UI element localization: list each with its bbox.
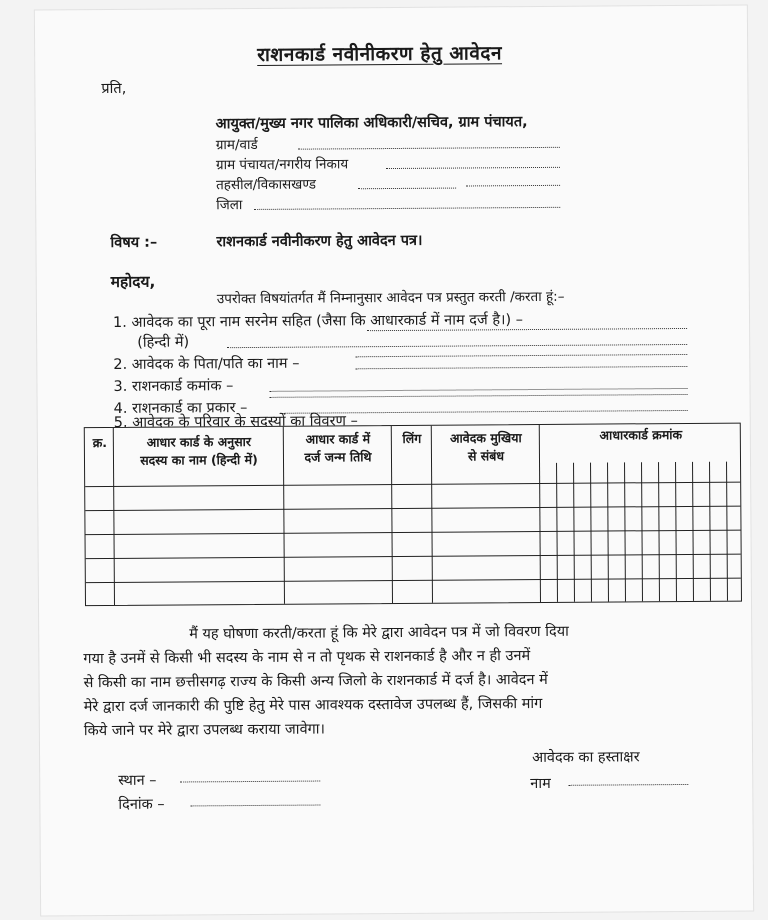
subject-label: विषय :–	[110, 234, 158, 251]
header-aadhaar: आधारकार्ड क्रमांक	[599, 426, 683, 443]
item-1-hindi-label: (हिन्दी में)	[137, 334, 190, 351]
col-divider	[391, 426, 393, 603]
item-5-label: 5. आवेदक के परिवार के सदस्यों का विवरण –	[113, 413, 358, 431]
dinank-label: दिनांक –	[118, 796, 165, 813]
ration-no-dotted-line	[270, 388, 688, 392]
jila-dotted-line	[254, 207, 560, 210]
naam-label: नाम	[530, 775, 551, 793]
col-divider	[539, 425, 541, 602]
sthan-label: स्थान –	[118, 772, 157, 789]
header-sno: क्र.	[92, 435, 108, 451]
declaration-line-4: मेरे द्वारा दर्ज जानकारी की पुष्टि हेतु मेरे पास आवश्यक दस्तावेज उपलब्ध हैं, जिसकी मांग	[83, 695, 543, 716]
family-members-table	[84, 423, 742, 607]
header-name-line1: आधार कार्ड के अनुसार	[146, 433, 252, 450]
dinank-dotted-line	[190, 805, 320, 807]
header-dob-line2: दर्ज जन्म तिथि	[304, 449, 372, 465]
naam-dotted-line	[568, 784, 688, 786]
header-relation-line1: आवेदक मुखिया	[449, 430, 522, 446]
declaration-line-1: मैं यह घोषणा करती/करता हूं कि मेरे द्वारा आवेदन पत्र में जो विवरण दिया	[189, 623, 569, 643]
addressee-line-2: ग्राम/वार्ड	[215, 136, 258, 154]
subject-text: राशनकार्ड नवीनीकरण हेतु आवेदन पत्र।	[216, 232, 423, 251]
prati-label: प्रति,	[101, 80, 127, 98]
father-dotted-line-top	[355, 354, 687, 357]
item-1-label: 1. आवेदक का पूरा नाम सरनेम सहित (जैसा कि आधारकार्ड में नाम दर्ज है।) –	[112, 312, 524, 331]
header-gender: लिंग	[402, 430, 422, 446]
addressee-line-4: तहसील/विकासखण्ड	[216, 176, 316, 194]
addressee-line-1: आयुक्त/मुख्य नगर पालिका अधिकारी/सचिव, ग्राम पंचायत,	[215, 114, 528, 133]
salutation: महोदय,	[110, 272, 156, 291]
header-name-line2: सदस्य का नाम (हिन्दी में)	[140, 451, 258, 468]
item-2-label: 2. आवेदक के पिता/पति का नाम –	[113, 355, 300, 373]
declaration-line-3: से किसी का नाम छत्तीसगढ़ राज्य के किसी अन्य जिलो के राशनकार्ड में दर्ज है। आवेदन में	[83, 671, 548, 692]
father-dotted-line	[355, 366, 687, 369]
item-4-label: 4. राशनकार्ड का प्रकार –	[113, 400, 248, 417]
header-dob-line1: आधार कार्ड में	[305, 431, 371, 447]
tehsil-dotted-line-b	[466, 185, 560, 187]
item-3-label: 3. राशनकार्ड कमांक –	[113, 378, 234, 395]
ration-type-dotted-line-top	[270, 394, 688, 398]
tehsil-dotted-line-a	[358, 188, 456, 190]
addressee-line-5: जिला	[216, 197, 243, 214]
signature-label: आवेदक का हस्ताक्षर	[532, 749, 640, 767]
name-dotted-line-a	[227, 344, 687, 348]
intro-text: उपरोक्त विषयांतर्गत मैं निम्नानुसार आवेदन पत्र प्रस्तुत करती /करता हूं:–	[216, 288, 565, 308]
declaration-line-2: गया है उनमें से किसी भी सदस्य के नाम से न तो पृथक से राशनकार्ड है और न ही उनमें	[83, 648, 531, 668]
nikay-dotted-line	[386, 167, 560, 169]
ward-dotted-line	[298, 147, 560, 150]
addressee-line-3: ग्राम पंचायत/नगरीय निकाय	[215, 156, 349, 174]
declaration-line-5: किये जाने पर मेरे द्वारा उपलब्ध कराया जावेगा।	[83, 721, 326, 740]
application-form-page	[35, 6, 753, 916]
form-title: राशनकार्ड नवीनीकरण हेतु आवेदन	[257, 42, 503, 66]
sthan-dotted-line	[180, 781, 320, 783]
header-relation-line2: से संबंध	[467, 448, 505, 464]
